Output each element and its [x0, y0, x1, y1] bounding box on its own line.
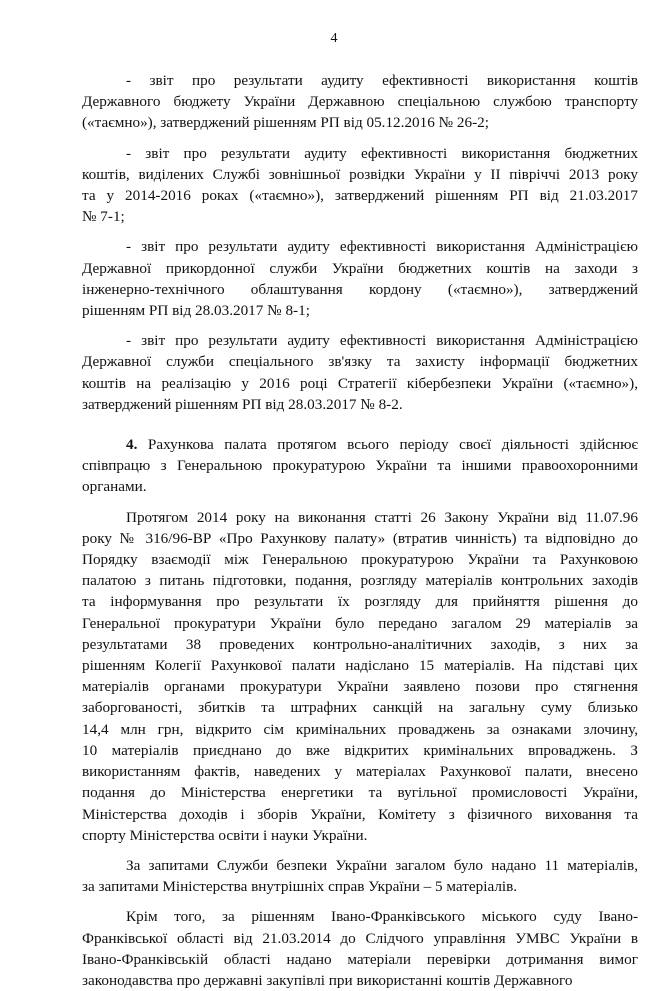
- text-line: органами.: [82, 478, 147, 496]
- text-line: Крім того, за рішенням Івано-Франківського міського суду Івано-: [126, 908, 638, 926]
- text-line: № 7-1;: [82, 208, 125, 226]
- text-line: палатою з питань підготовки, подання, розгляду матеріалів контрольних заходів: [82, 572, 638, 590]
- paragraph-report-border-service: [82, 236, 638, 321]
- text-line: співпрацю з Генеральною прокуратурою України та іншими правоохоронними: [82, 457, 638, 475]
- text-line: Протягом 2014 року на виконання статті 26 Закону України від 11.07.96: [126, 508, 638, 526]
- text-line: 10 матеріалів приєднано до вже відкритих кримінальних впроваджень. З: [82, 741, 638, 759]
- text-line: рішенням Колегії Рахункової палати надіслано 15 матеріалів. На підставі цих: [82, 657, 638, 675]
- text-line: та у 2014-2016 роках («таємно»), затверджений рішенням РП від 21.03.2017: [82, 187, 638, 205]
- paragraph-security-requests: [82, 855, 638, 897]
- text-line: Порядку взаємодії між Генеральною прокуратурою України та Рахунковою: [82, 551, 638, 569]
- text-line: рішенням РП від 28.03.2017 № 8-1;: [82, 302, 310, 320]
- text-line: матеріалів органами прокуратури України заявлено позови про стягнення: [82, 678, 638, 696]
- text-line: За запитами Служби безпеки України загалом було надано 11 матеріалів,: [126, 856, 638, 874]
- text-line: подання до Міністерства енергетики та вугільної промисловості України,: [82, 784, 638, 802]
- text-line: законодавства про державні закупівлі при використанні коштів Державного: [82, 971, 573, 989]
- text-line: затверджений рішенням РП від 28.03.2017 № 8-2.: [82, 395, 403, 413]
- paragraph-report-cybersecurity: [82, 330, 638, 415]
- text-line: 14,4 млн грн, відкрито сім кримінальних проваджень за ознаками злочину,: [82, 720, 638, 738]
- text-line: заборгованості, збитків та штрафних санкцій на загальну суму близько: [82, 699, 638, 717]
- text-line: та інформування про результати їх розгляду для прийняття рішення до: [82, 593, 638, 611]
- text-line: Івано-Франківській області надано матеріали перевірки дотримання вимог: [82, 950, 638, 968]
- text-line: результатами 38 проведених контрольно-аналітичних заходів, з них за: [82, 635, 638, 653]
- text-line: Генеральної прокуратури України було передано загалом 29 матеріалів за: [82, 614, 638, 632]
- paragraph-report-transport: [82, 70, 638, 134]
- text-line: - звіт про результати аудиту ефективності використання бюджетних: [126, 144, 638, 162]
- section-number: 4.: [126, 436, 138, 454]
- text-line: Міністерства доходів і зборів України, Комітету з фізичного виховання та: [82, 805, 638, 823]
- paragraph-section-4: [82, 434, 638, 498]
- text-line: коштів на реалізацію у 2016 році Стратегії кібербезпеки України («таємно»),: [82, 374, 638, 392]
- text-fragment: Рахункова палата протягом всього періоду своєї діяльності здійснює: [137, 436, 638, 454]
- text-line: використанням фактів, наведених у матеріалах Рахункової палати, внесено: [82, 763, 638, 781]
- text-line: - звіт про результати аудиту ефективності використання Адміністрацією: [126, 332, 638, 350]
- text-line: року № 316/96-ВР «Про Рахункову палату» (втратив чинність) та відповідно до: [82, 529, 638, 547]
- text-line: інженерно-технічного облаштування кордону («таємно»), затверджений: [82, 280, 638, 298]
- text-line: Державної прикордонної служби України бюджетних коштів на заходи з: [82, 259, 638, 277]
- document-body: [82, 70, 638, 991]
- paragraph-court-decision: [82, 906, 638, 991]
- text-line: за запитами Міністерства внутрішніх справ України – 5 матеріалів.: [82, 878, 518, 896]
- text-line: [82, 434, 638, 455]
- page-number: 4: [330, 31, 338, 46]
- text-line: Франківської області від 21.03.2014 до Слідчого управління УМВС України в: [82, 929, 638, 947]
- text-line: - звіт про результати аудиту ефективності використання коштів: [126, 72, 638, 89]
- paragraph-2014-cooperation: [82, 507, 638, 846]
- text-line: Державного бюджету України Державною спеціальною службою транспорту: [82, 93, 638, 111]
- text-line: («таємно»), затверджений рішенням РП від 05.12.2016 № 26-2;: [82, 114, 489, 132]
- text-line: - звіт про результати аудиту ефективності використання Адміністрацією: [126, 238, 638, 256]
- paragraph-report-intelligence: [82, 143, 638, 228]
- text-line: спорту Міністерства освіти і науки України.: [82, 826, 368, 844]
- text-line: Державної служби спеціального зв'язку та захисту інформації бюджетних: [82, 353, 638, 371]
- text-line: коштів, виділених Службі зовнішньої розвідки України у ІІ півріччі 2013 року: [82, 165, 638, 183]
